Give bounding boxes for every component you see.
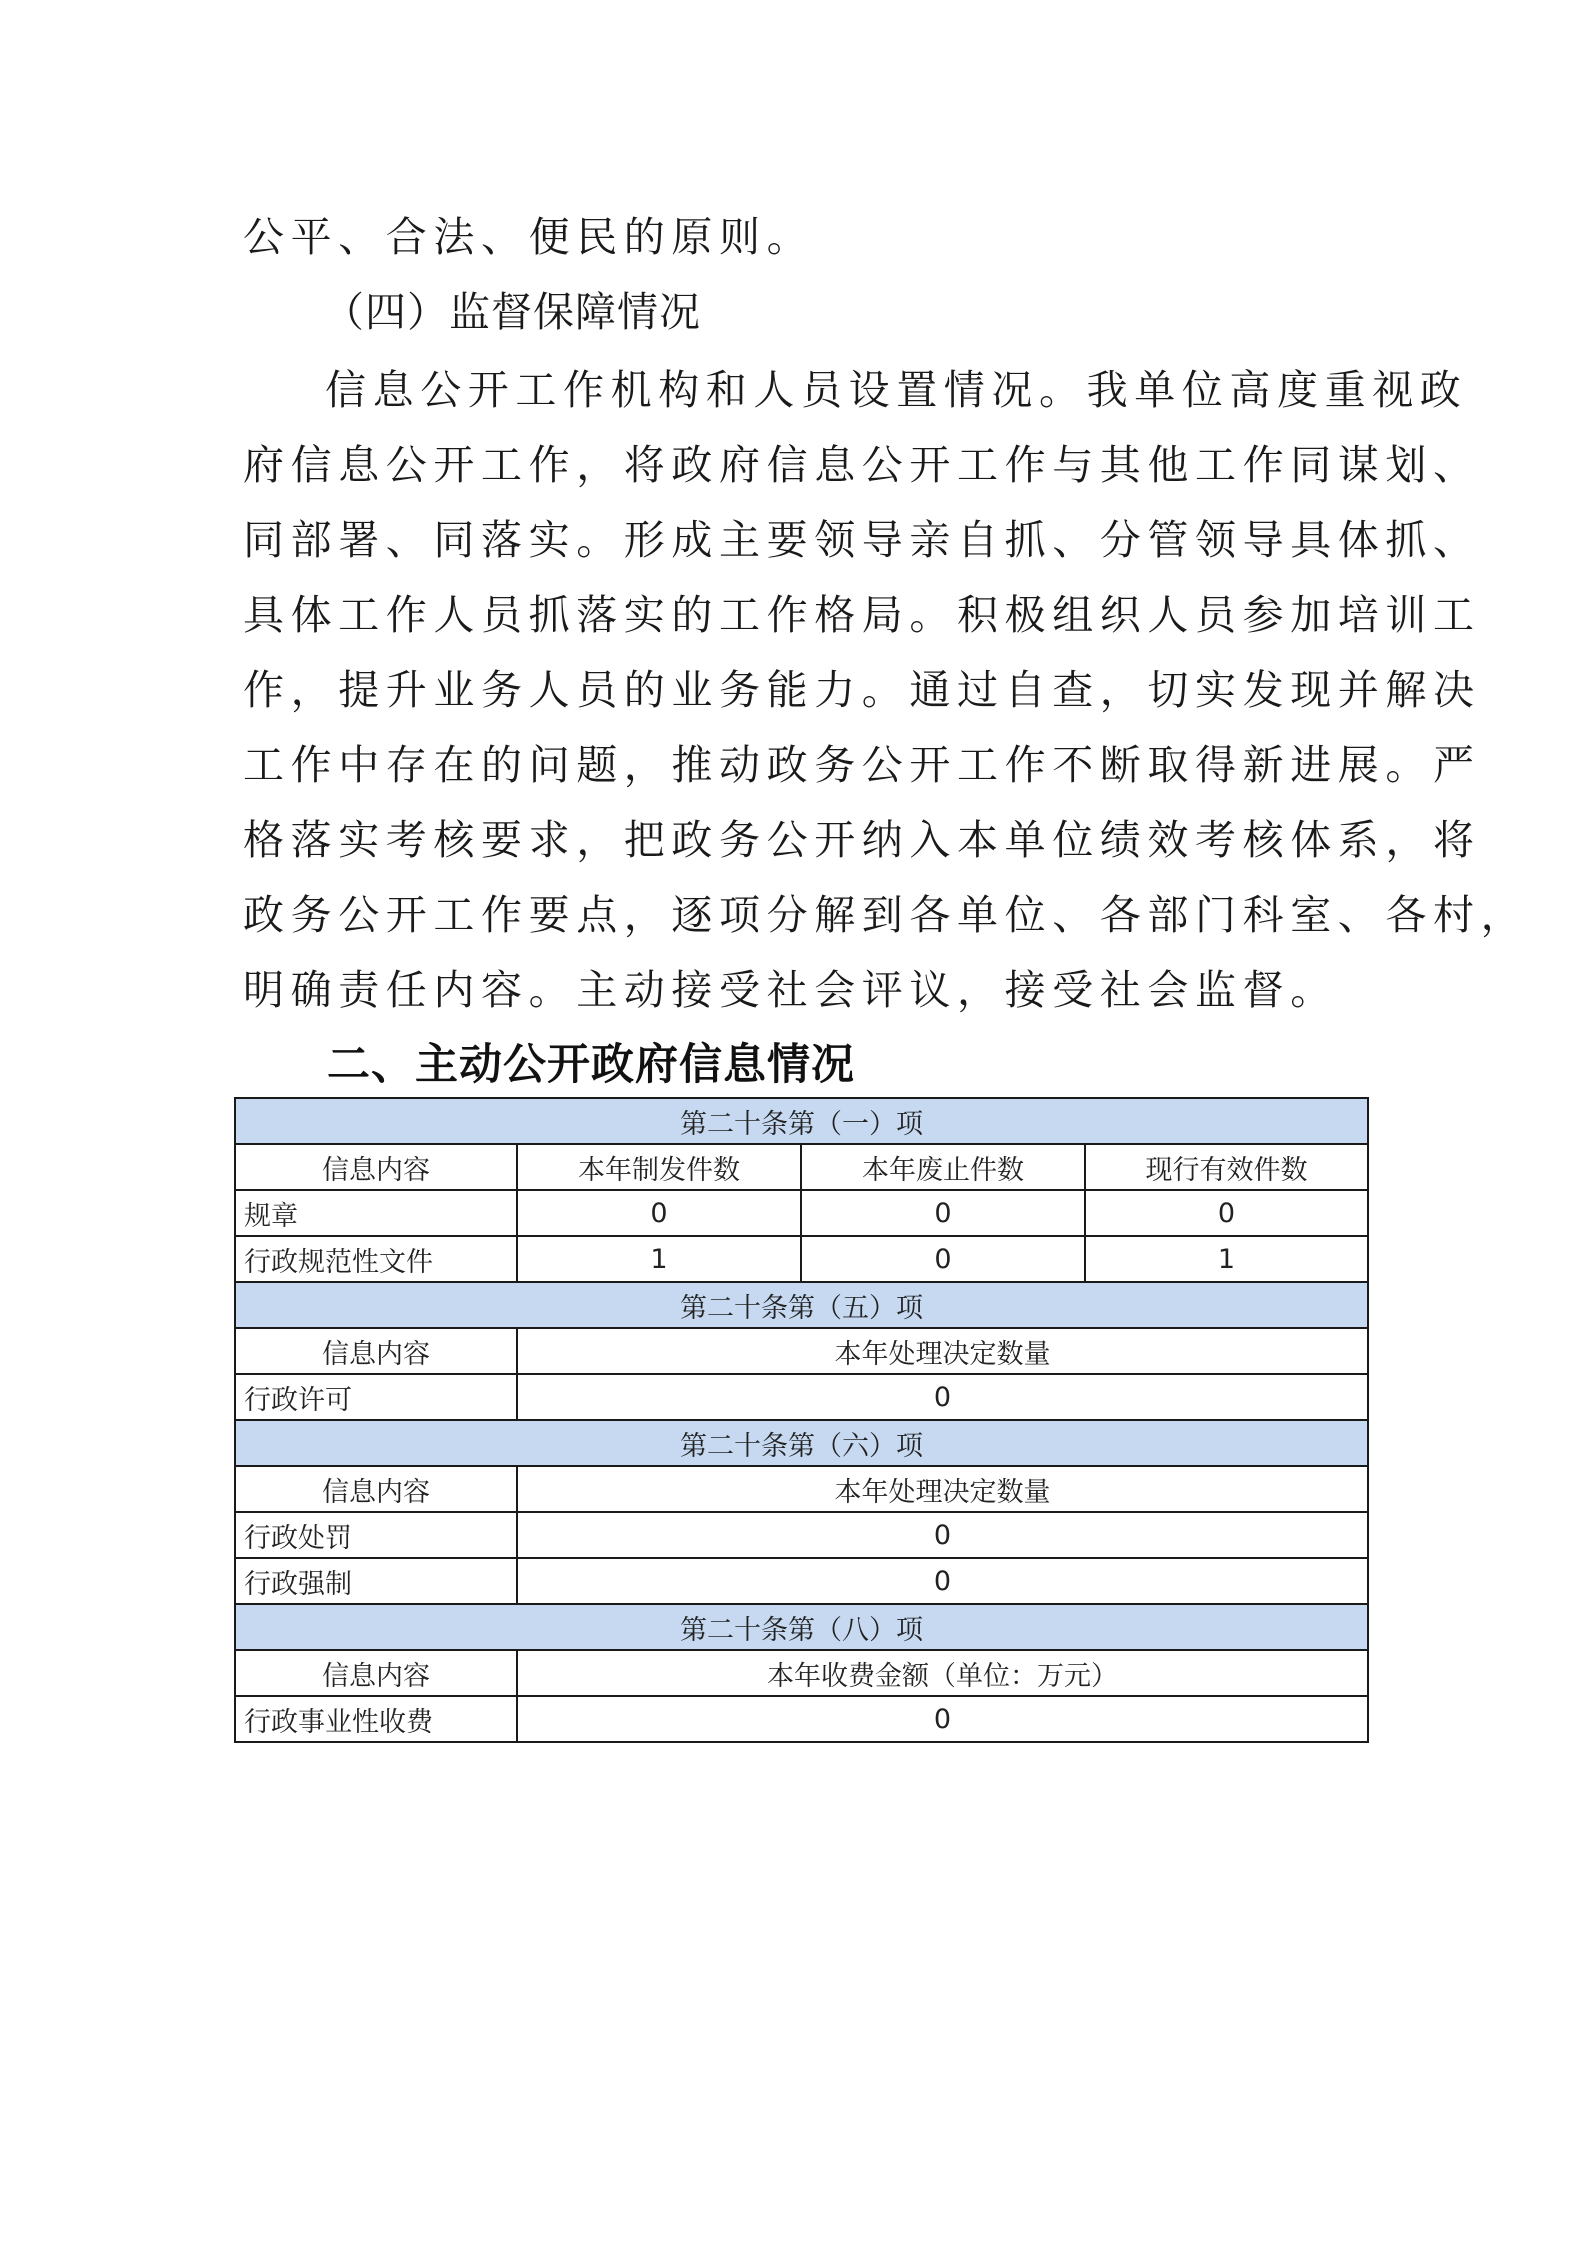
section-band-row bbox=[235, 1604, 1368, 1650]
table-row bbox=[235, 1558, 1368, 1604]
value-cell: 0 bbox=[517, 1558, 1368, 1604]
body-line: 具体工作人员抓落实的工作格局。积极组织人员参加培训工 bbox=[243, 591, 1481, 639]
header-row bbox=[235, 1466, 1368, 1512]
header-cell: 本年收费金额（单位：万元） bbox=[517, 1650, 1368, 1696]
section-title: 第二十条第（八）项 bbox=[235, 1604, 1368, 1650]
table-row bbox=[235, 1696, 1368, 1742]
row-label: 行政事业性收费 bbox=[235, 1696, 517, 1742]
value-cell: 0 bbox=[517, 1512, 1368, 1558]
subheading-supervision: （四）监督保障情况 bbox=[323, 288, 701, 336]
header-cell: 本年处理决定数量 bbox=[517, 1328, 1368, 1374]
body-line: 明确责任内容。主动接受社会评议，接受社会监督。 bbox=[243, 966, 1338, 1014]
section-band-row bbox=[235, 1282, 1368, 1328]
header-cell: 现行有效件数 bbox=[1085, 1144, 1368, 1190]
header-row bbox=[235, 1328, 1368, 1374]
body-line: 作，提升业务人员的业务能力。通过自查，切实发现并解决 bbox=[243, 666, 1481, 714]
header-cell: 信息内容 bbox=[235, 1328, 517, 1374]
body-line: 府信息公开工作，将政府信息公开工作与其他工作同谋划、 bbox=[243, 441, 1481, 489]
value-cell: 0 bbox=[801, 1236, 1085, 1282]
section-title: 第二十条第（五）项 bbox=[235, 1282, 1368, 1328]
body-line: 格落实考核要求，把政务公开纳入本单位绩效考核体系，将 bbox=[243, 816, 1481, 864]
body-line: 同部署、同落实。形成主要领导亲自抓、分管领导具体抓、 bbox=[243, 516, 1481, 564]
header-row bbox=[235, 1144, 1368, 1190]
body-paragraph bbox=[243, 353, 1529, 1028]
paragraph-tail-line: 公平、合法、便民的原则。 bbox=[243, 213, 815, 261]
row-label: 行政强制 bbox=[235, 1558, 517, 1604]
section-title: 第二十条第（一）项 bbox=[235, 1098, 1368, 1144]
row-label: 规章 bbox=[235, 1190, 517, 1236]
header-cell: 信息内容 bbox=[235, 1650, 517, 1696]
value-cell: 0 bbox=[517, 1374, 1368, 1420]
row-label: 行政规范性文件 bbox=[235, 1236, 517, 1282]
body-line: 信息公开工作机构和人员设置情况。我单位高度重视政 bbox=[325, 366, 1468, 414]
row-label: 行政许可 bbox=[235, 1374, 517, 1420]
header-cell: 信息内容 bbox=[235, 1466, 517, 1512]
value-cell: 0 bbox=[517, 1190, 801, 1236]
header-cell: 信息内容 bbox=[235, 1144, 517, 1190]
value-cell: 0 bbox=[1085, 1190, 1368, 1236]
value-cell: 0 bbox=[517, 1696, 1368, 1742]
value-cell: 0 bbox=[801, 1190, 1085, 1236]
disclosure-table bbox=[234, 1097, 1369, 1743]
table-row bbox=[235, 1190, 1368, 1236]
section-title: 第二十条第（六）项 bbox=[235, 1420, 1368, 1466]
section-band-row bbox=[235, 1098, 1368, 1144]
section-heading: 二、主动公开政府信息情况 bbox=[327, 1040, 855, 1090]
body-line: 工作中存在的问题，推动政务公开工作不断取得新进展。严 bbox=[243, 741, 1481, 789]
header-cell: 本年制发件数 bbox=[517, 1144, 801, 1190]
header-cell: 本年处理决定数量 bbox=[517, 1466, 1368, 1512]
row-label: 行政处罚 bbox=[235, 1512, 517, 1558]
table-row bbox=[235, 1374, 1368, 1420]
value-cell: 1 bbox=[1085, 1236, 1368, 1282]
paragraph-tail bbox=[243, 200, 1365, 275]
body-line: 政务公开工作要点，逐项分解到各单位、各部门科室、各村， bbox=[243, 891, 1529, 939]
header-cell: 本年废止件数 bbox=[801, 1144, 1085, 1190]
value-cell: 1 bbox=[517, 1236, 801, 1282]
section-band-row bbox=[235, 1420, 1368, 1466]
header-row bbox=[235, 1650, 1368, 1696]
table-row bbox=[235, 1236, 1368, 1282]
table-row bbox=[235, 1512, 1368, 1558]
